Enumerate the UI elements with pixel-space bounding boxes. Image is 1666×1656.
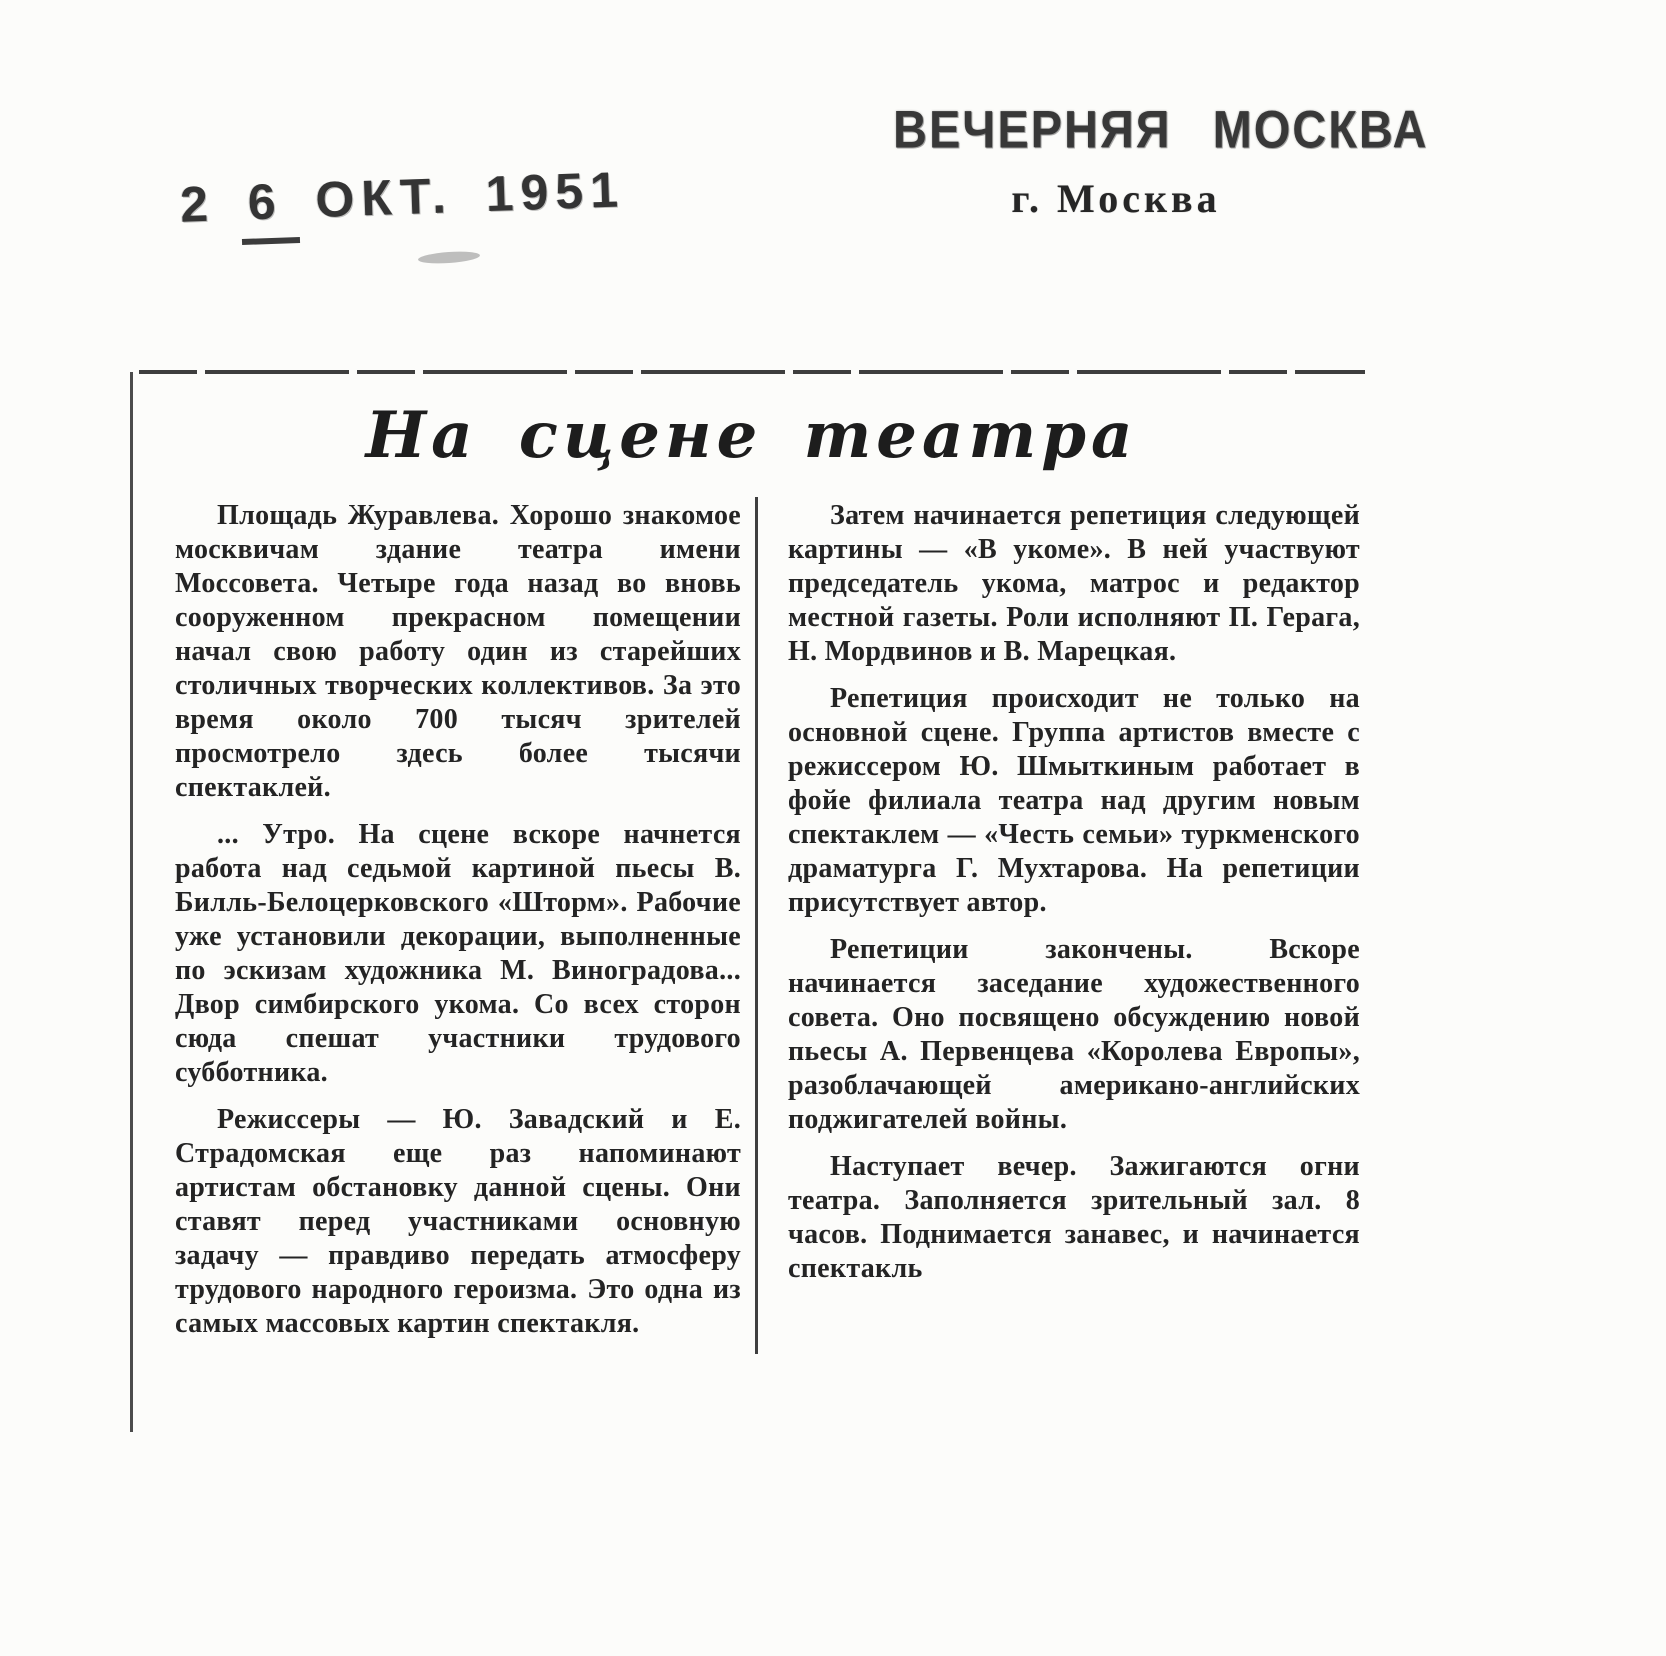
- article-column-right: [755, 497, 1370, 1354]
- date-stamp-text: 2 6 ОКТ. 1951: [179, 161, 626, 233]
- article-paragraph: Репетиция происходит не только на основной сцене. Группа артистов вместе с режиссером Ю. Шмыткиным работает в фойе филиала театра над другим новым спектаклем — «Честь семьи» туркменского драматурга Г. Мухтарова. На репетиции присутствует автор.: [788, 682, 1360, 918]
- article-columns: [133, 497, 1370, 1354]
- stamp-underline-mark: [242, 237, 300, 245]
- article-title: На сцене театра: [365, 398, 1138, 473]
- article-paragraph: ... Утро. На сцене вскоре начнется работа над седьмой картиной пьесы В. Билль-Белоцерковского «Шторм». Рабочие уже установили декорации, выполненные по эскизам художника М. Виноградова... Двор симбирского укома. Со всех сторон сюда спешат участники трудового субботника.: [175, 818, 741, 1088]
- masthead-city: г. Москва: [1011, 176, 1221, 221]
- masthead: [893, 98, 1429, 222]
- article-paragraph: Режиссеры — Ю. Завадский и Е. Страдомская еще раз напоминают артистам обстановку данной сцены. Они ставят перед участниками основную задачу — правдиво передать атмосферу трудового народного героизма. Это одна из самых массовых картин спектакля.: [175, 1103, 741, 1339]
- article-paragraph: Репетиции закончены. Вскоре начинается заседание художественного совета. Оно посвящено обсуждению новой пьесы А. Первенцева «Королева Европы», разоблачающей американо-английских поджигателей войны.: [788, 933, 1360, 1135]
- stamp-smudge-mark: [418, 250, 481, 265]
- article-paragraph: Площадь Журавлева. Хорошо знакомое москвичам здание театра имени Моссовета. Четыре года назад во вновь сооруженном прекрасном помещении начал свою работу один из старейших столичных творческих коллективов. За это время около 700 тысяч зрителей просмотрело здесь более тысячи спектаклей.: [175, 499, 741, 803]
- article-clipping: [130, 372, 1370, 1432]
- masthead-title: ВЕЧЕРНЯЯ МОСКВА: [893, 99, 1429, 159]
- article-column-left: [133, 497, 755, 1354]
- date-stamp: [179, 160, 626, 233]
- article-top-rule: [139, 370, 1365, 374]
- article-paragraph: Наступает вечер. Зажигаются огни театра. Заполняется зрительный зал. 8 часов. Поднимается занавес, и начинается спектакль: [788, 1150, 1360, 1284]
- article-paragraph: Затем начинается репетиция следующей картины — «В укоме». В ней участвуют председатель укома, матрос и редактор местной газеты. Роли исполняют П. Герага, Н. Мордвинов и В. Марецкая.: [788, 499, 1360, 667]
